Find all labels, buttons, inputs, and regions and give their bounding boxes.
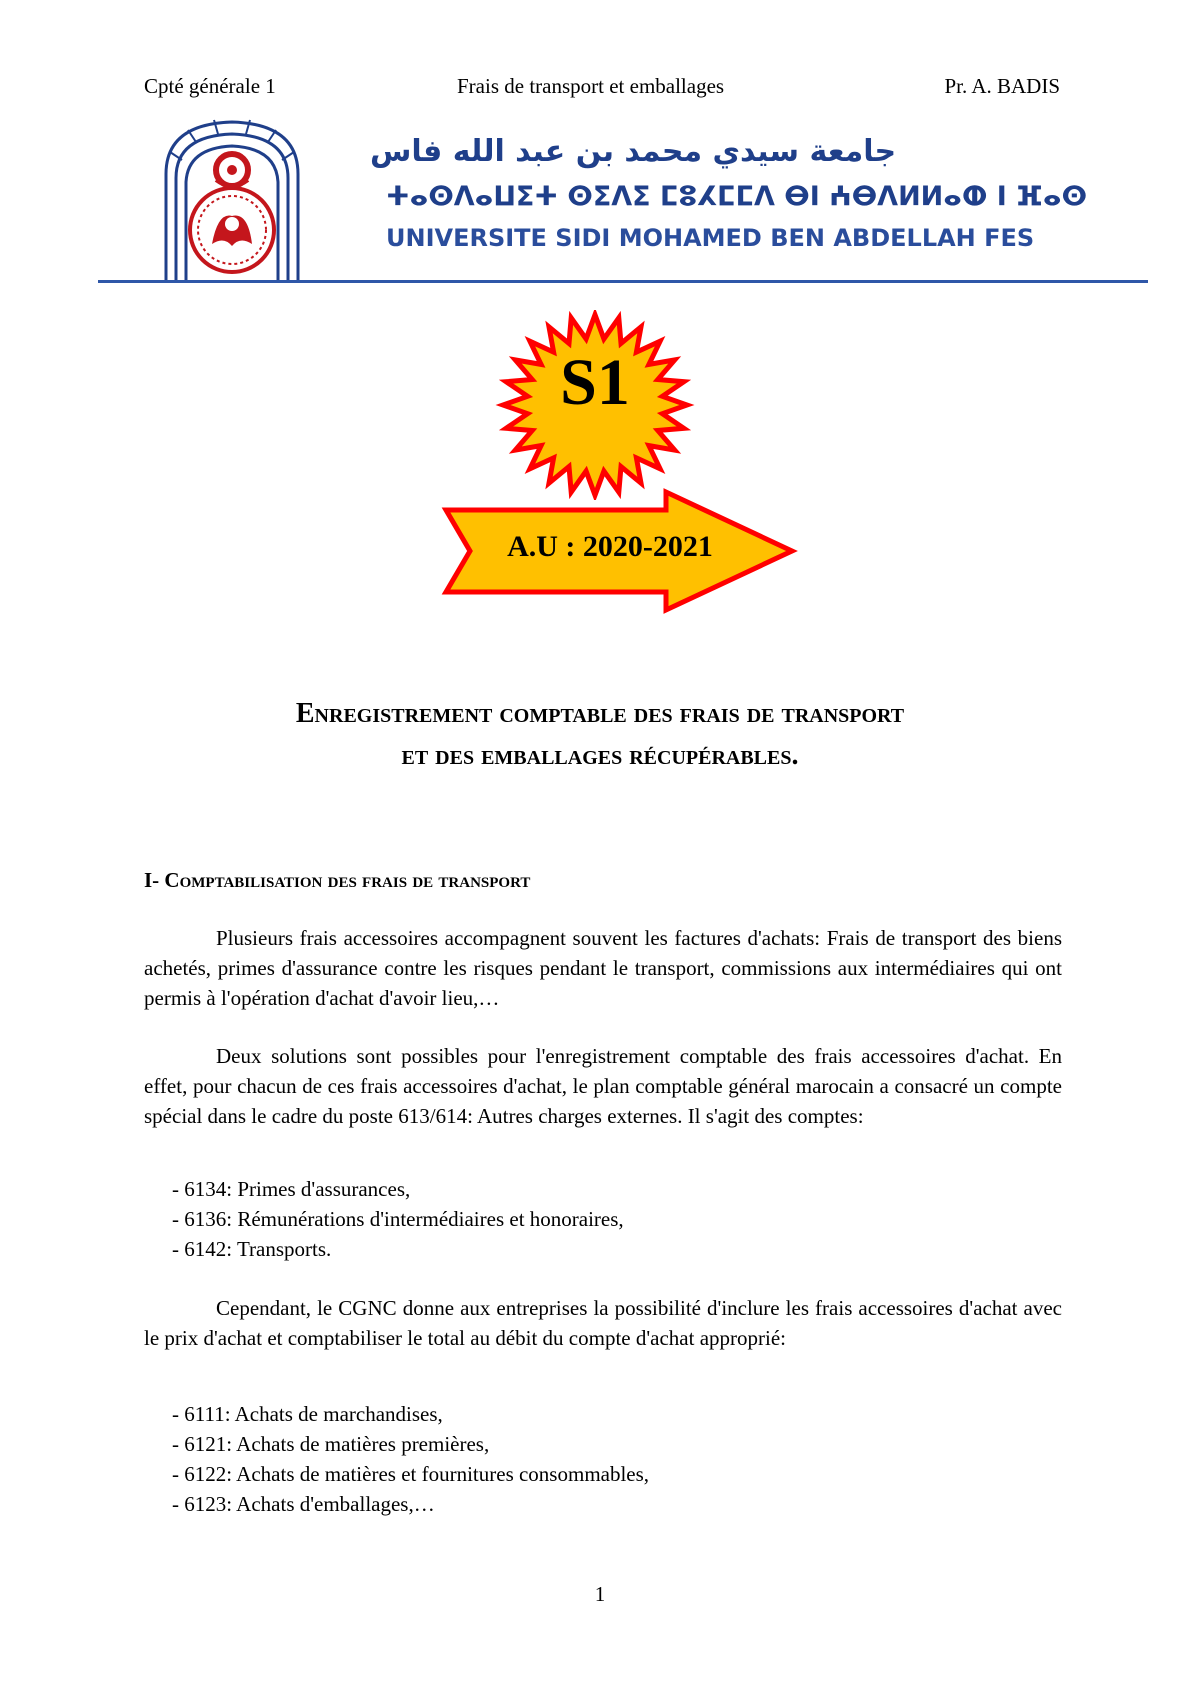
list-item: - 6122: Achats de matières et fournitures consommables, — [172, 1459, 649, 1489]
running-header-course: Cpté générale 1 — [144, 74, 276, 98]
paragraph-deux-solutions: Deux solutions sont possibles pour l'enregistrement comptable des frais accessoires d'achat. En effet, pour chacun de ces frais accessoires d'achat, le plan comptable général marocain a consacré un compte spécial dans le cadre du poste 613/614: Autres charges externes. Il s'agit des comptes: — [144, 1044, 1062, 1128]
account-list-achats — [172, 1399, 649, 1519]
section-heading: I- Comptabilisation des frais de transport — [144, 868, 531, 892]
paragraph-frais-accessoires: Plusieurs frais accessoires accompagnent souvent les factures d'achats: Frais de transport des biens achetés, primes d'assurance contre les risques pendant le transport, commissions aux intermédiaires qui ont permis à l'opération d'achat d'avoir lieu,… — [144, 926, 1062, 1010]
paragraph-cgnc: Cependant, le CGNC donne aux entreprises la possibilité d'inclure les frais accessoires d'achat avec le prix d'achat et comptabiliser le total au débit du compte d'achat approprié: — [144, 1296, 1062, 1350]
university-name-arabic: جامعة سيدي محمد بن عبد الله فاس — [370, 134, 897, 169]
list-item: - 6121: Achats de matières premières, — [172, 1429, 649, 1459]
header-divider — [98, 280, 1148, 283]
list-item: - 6136: Rémunérations d'intermédiaires et honoraires, — [172, 1204, 624, 1234]
document-title-line-2: et des emballages récupérables. — [401, 740, 799, 771]
list-item: - 6134: Primes d'assurances, — [172, 1174, 624, 1204]
running-header-topic: Frais de transport et emballages — [457, 74, 725, 98]
list-item: - 6111: Achats de marchandises, — [172, 1399, 649, 1429]
account-list-charges-externes — [172, 1174, 624, 1264]
university-logo — [158, 112, 306, 282]
page-number: 1 — [594, 1582, 606, 1606]
list-item: - 6123: Achats d'emballages,… — [172, 1489, 649, 1519]
list-item: - 6142: Transports. — [172, 1234, 624, 1264]
running-header-author: Pr. A. BADIS — [944, 74, 1060, 98]
document-title — [100, 693, 1100, 777]
university-name-tifinagh: ⵜⴰⵙⴷⴰⵡⵉⵜ ⵙⵉⴷⵉ ⵎⵓⵃⵎⵎⴷ ⴱⵏ ⵄⴱⴷⵍⵍⴰⵀ ⵏ ⴼⴰⵙ — [386, 181, 1087, 212]
academic-year-label: A.U : 2020-2021 — [507, 530, 713, 563]
university-name-latin: UNIVERSITE SIDI MOHAMED BEN ABDELLAH FES — [386, 224, 1035, 252]
document-title-line-1: Enregistrement comptable des frais de transport — [295, 698, 905, 729]
semester-label: S1 — [560, 346, 630, 419]
